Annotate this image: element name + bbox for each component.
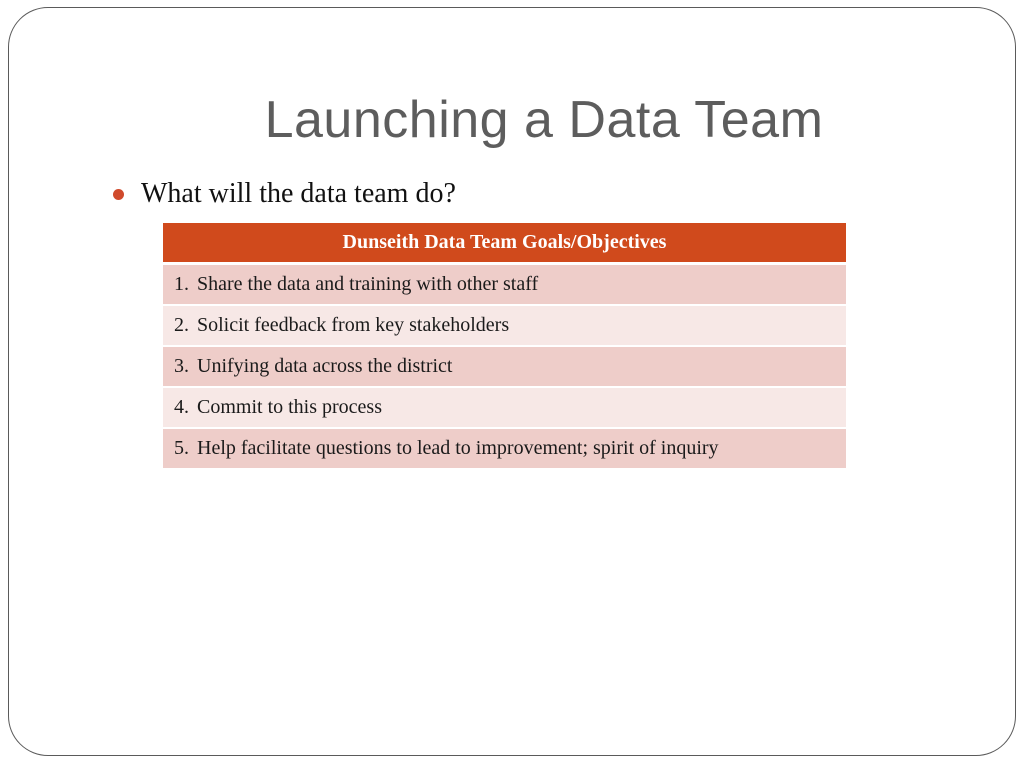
table-row <box>163 265 846 306</box>
table-row <box>163 347 846 388</box>
row-text: Share the data and training with other staff <box>197 273 539 295</box>
table-cell <box>163 429 846 470</box>
row-number: 5. <box>174 437 189 459</box>
goals-table <box>163 223 846 470</box>
table-header: Dunseith Data Team Goals/Objectives <box>163 223 846 265</box>
slide-title: Launching a Data Team <box>264 91 824 149</box>
row-number: 2. <box>174 314 189 336</box>
table-header-row <box>163 223 846 265</box>
bullet-text: What will the data team do? <box>141 178 456 209</box>
row-number: 1. <box>174 273 189 295</box>
table-cell <box>163 347 846 388</box>
table-row <box>163 429 846 470</box>
table-row <box>163 388 846 429</box>
table-cell <box>163 265 846 306</box>
row-number: 3. <box>174 355 189 377</box>
row-text: Commit to this process <box>197 396 382 418</box>
row-text: Solicit feedback from key stakeholders <box>197 314 510 336</box>
row-text: Help facilitate questions to lead to improvement; spirit of inquiry <box>197 437 719 459</box>
table-row <box>163 306 846 347</box>
table-cell <box>163 388 846 429</box>
bullet-dot-icon <box>113 189 124 200</box>
row-number: 4. <box>174 396 189 418</box>
row-text: Unifying data across the district <box>197 355 453 377</box>
bullet-item <box>113 178 456 210</box>
table-cell <box>163 306 846 347</box>
